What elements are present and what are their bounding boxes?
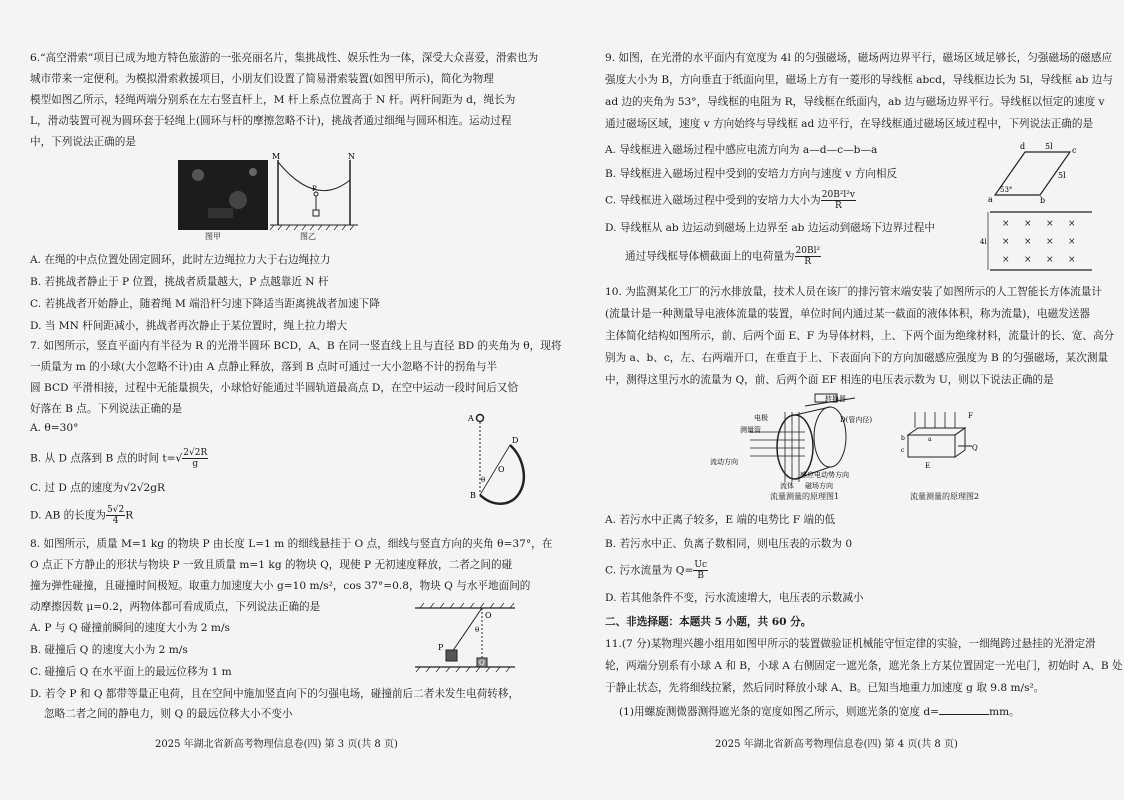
- q8-line-1: 8. 如图所示，质量 M=1 kg 的物块 P 由长度 L=1 m 的细线悬挂于 O 点，细线与竖直方向的夹角 θ=37°，在: [30, 538, 553, 550]
- q11-line-3: 于静止状态，先将细线拉紧，然后同时释放小球 A、B。已知当地重力加速度 g 取 9.8 m/s²。: [605, 682, 1045, 694]
- q7d-den: 4: [112, 516, 119, 526]
- q10-option-c-text: C. 污水流量为 Q=: [605, 564, 694, 577]
- q10-line-4: 别为 a、b、c，左、右两端开口，在垂直于上、下表面向下的方向加磁感应强度为 B 的匀强磁场，某次测量: [605, 352, 1109, 364]
- q9-field-crosses: [1002, 219, 1076, 265]
- svg-text:×: ×: [1002, 255, 1010, 265]
- page-4: [605, 0, 1123, 800]
- q9-label-53: 53°: [1000, 186, 1013, 194]
- q7-option-a: A. θ=30°: [30, 422, 79, 434]
- q7-option-c: [30, 478, 165, 498]
- q10-label-b: b: [901, 435, 905, 442]
- svg-text:×: ×: [1046, 237, 1054, 247]
- q7-option-d-text: D. AB 的长度为: [30, 509, 107, 522]
- q10-option-b: B. 若污水中正、负离子数相同，则电压表的示数为 0: [605, 538, 853, 550]
- q7-option-c-text: C. 过 D 点的速度为: [30, 482, 124, 494]
- q9-label-c: c: [1072, 146, 1077, 155]
- q6-line-4: L，滑动装置可视为圆环套于轻绳上(圆环与杆的摩擦忽略不计)，挑战者通过细绳与圆环相连。运动过程: [30, 115, 512, 127]
- q9c-fraction: [821, 190, 856, 211]
- q8-option-a: A. P 与 Q 碰撞前瞬间的速度大小为 2 m/s: [30, 622, 230, 634]
- q7d-fraction: [106, 505, 125, 526]
- q9-label-b: b: [1040, 196, 1046, 205]
- q10-label-F: F: [968, 412, 973, 420]
- q10-label-electrode: 电极: [754, 414, 768, 422]
- q11-unit: mm。: [989, 706, 1020, 718]
- q9-option-d-text: 通过导线框导体横截面上的电荷量为: [625, 250, 795, 263]
- q6-line-1: 6.“高空滑索”项目已成为地方特色旅游的一张亮丽名片，集挑战性、娱乐性为一体，深受大众喜爱，滑索也为: [30, 52, 539, 64]
- q9c-num: 20B²l²v: [821, 190, 855, 200]
- q9-option-d-1: D. 导线框从 ab 边运动到磁场上边界至 ab 边运动到磁场下边界过程中: [605, 222, 935, 234]
- q10-label-flowdir: 流动方向: [710, 458, 738, 466]
- q7-label-O: O: [498, 465, 505, 474]
- q10-option-c: [605, 560, 708, 581]
- q11-line-1: 11.(7 分)某物理兴趣小组用如图甲所示的装置做验证机械能守恒定律的实验，一细绳跨过悬挂的光滑定滑: [605, 638, 1096, 650]
- q8-option-c: C. 碰撞后 Q 在水平面上的最远位移为 1 m: [30, 666, 232, 678]
- q10-option-a: A. 若污水中正离子较多，E 端的电势比 F 端的低: [605, 514, 836, 526]
- q10-option-d: D. 若其他条件不变，污水流速增大，电压表的示数减小: [605, 592, 864, 604]
- q10c-fraction: [693, 560, 708, 581]
- svg-text:×: ×: [1002, 219, 1010, 229]
- q7d-num: 5√2: [107, 505, 125, 515]
- q10-diagram-2: [900, 410, 980, 475]
- q8-label-Q: Q: [479, 659, 485, 667]
- q10-label-c: c: [901, 447, 905, 454]
- svg-text:×: ×: [1046, 219, 1054, 229]
- svg-text:×: ×: [1024, 237, 1032, 247]
- q8-line-3: 撞为弹性碰撞，且碰撞时间极短。取重力加速度大小 g=10 m/s²，cos 37°=0.8，物块 Q 与水平地面间的: [30, 580, 531, 592]
- q7-label-A: A: [468, 414, 474, 423]
- q6-fig-b-caption: 图乙: [300, 232, 316, 241]
- q7-line-4: 好落在 B 点。下列说法正确的是: [30, 403, 183, 415]
- q6-option-d: D. 当 MN 杆间距减小，挑战者再次静止于某位置时，绳上拉力增大: [30, 320, 348, 332]
- q8-option-d-1: D. 若令 P 和 Q 都带等量正电荷，且在空间中施加竖直向下的匀强电场，碰撞前后二者未发生电荷转移，: [30, 688, 520, 700]
- q8-label-O: O: [485, 611, 492, 620]
- q10-label-E: E: [925, 462, 931, 470]
- q6-option-b: B. 若挑战者静止于 P 位置，挑战者质量越大，P 点越靠近 N 杆: [30, 276, 329, 288]
- q10-fig-2-caption: 流量测量的原理图2: [910, 492, 980, 501]
- section-2-heading: 二、非选择题：本题共 5 小题，共 60 分。: [605, 616, 812, 628]
- page-4-footer: 2025 年湖北省新高考物理信息卷(四) 第 4 页(共 8 页): [715, 739, 958, 750]
- q11-line-2: 轮，两端分别系有小球 A 和 B，小球 A 右侧固定一遮光条，遮光条上方某位置固定一光电门，初始时 A、B 处: [605, 660, 1123, 672]
- q10-label-field: 磁场方向: [805, 482, 833, 490]
- q10-label-a: a: [928, 436, 932, 443]
- q10-label-Q: Q: [972, 444, 978, 452]
- q10c-num: Uc: [694, 560, 708, 570]
- q9-line-4: 通过磁场区域，速度 v 方向始终与导线框 ad 边平行，在导线框通过磁场区域过程中，下列说法正确的是: [605, 118, 1094, 130]
- q6-label-M: M: [272, 152, 281, 161]
- q9-label-4l: 4l: [980, 238, 987, 246]
- q9-label-d: d: [1020, 142, 1026, 151]
- q6-line-3: 模型如图乙所示，轻绳两端分别系在左右竖直杆上，M 杆上系点位置高于 N 杆。两杆间距为 d，绳长为: [30, 94, 516, 106]
- q7-option-b: B. 从 D 点落到 B 点的时间 t=√ $\frac{2√2R}{g}$: [30, 448, 208, 469]
- svg-text:×: ×: [1046, 255, 1054, 265]
- q9d-fraction: [795, 246, 822, 267]
- q7-option-b-text: B. 从 D 点落到 B 点的时间 t=: [30, 452, 176, 465]
- q9-option-a: A. 导线框进入磁场过程中感应电流方向为 a—d—c—b—a: [605, 144, 878, 156]
- q6-line-5: 中，下列说法正确的是: [30, 136, 136, 148]
- q7-line-1: 7. 如图所示，竖直平面内有半径为 R 的光滑半圆环 BCD，A、B 在同一竖直线上且与直径 BD 的夹角为 θ，现将: [30, 340, 562, 352]
- svg-text:×: ×: [1024, 255, 1032, 265]
- q6-option-a: A. 在绳的中点位置处固定圆环，此时左边绳拉力大于右边绳拉力: [30, 254, 331, 266]
- q9-option-c-text: C. 导线框进入磁场过程中受到的安培力大小为: [605, 194, 821, 207]
- q7-line-2: 一质量为 m 的小球(大小忽略不计)由 A 点静止释放，落到 B 点时可通过一大小忽略不计的拐角与半: [30, 361, 498, 373]
- answer-blank: [939, 704, 989, 715]
- q9-option-b: B. 导线框进入磁场过程中受到的安培力方向与速度 v 方向相反: [605, 168, 898, 180]
- q9-label-5l-right: 5l: [1058, 171, 1066, 180]
- q6-photo-image: [178, 160, 268, 230]
- svg-text:×: ×: [1068, 255, 1076, 265]
- q10-line-3: 主体简化结构如图所示，前、后两个面 E、F 为导体材料，上、下两个面为绝缘材料，流量计的长、宽、高分: [605, 330, 1115, 342]
- q8-line-2: O 点正下方静止的形状与物块 P 一致且质量 m=1 kg 的物块 Q，现使 P 无初速度释放，二者之间的碰: [30, 559, 513, 571]
- q9-option-d-2: [625, 246, 821, 267]
- q7-label-D: D: [512, 436, 519, 445]
- q9-diagram: [980, 140, 1095, 275]
- q7-label-B: B: [470, 491, 476, 500]
- q10-line-1: 10. 为监测某化工厂的污水排放量，技术人员在该厂的排污管末端安装了如图所示的人工智能长方体流量计: [605, 286, 1102, 298]
- q7b-num: 2√2R: [183, 448, 208, 458]
- q9d-den: R: [804, 257, 812, 267]
- q8-label-P: P: [438, 643, 444, 652]
- q10-diagram-1: [710, 392, 890, 502]
- q6-label-N: N: [348, 152, 355, 161]
- q7b-den: g: [192, 459, 199, 469]
- q9c-den: R: [834, 201, 842, 211]
- q9-line-3: ad 边的夹角为 53°，导线框的电阻为 R，导线框在纸面内，ab 边与磁场边界平行。导线框以恒定的速度 v: [605, 96, 1105, 108]
- q10-label-converter: 转换器: [825, 395, 846, 403]
- svg-text:×: ×: [1068, 237, 1076, 247]
- q7d-tail: R: [125, 509, 134, 522]
- q7-line-3: 圆 BCD 平滑相接，过程中无能量损失，小球恰好能通过半圆轨道最高点 D，在空中运动一段时间后又恰: [30, 382, 519, 394]
- q7-option-d: [30, 505, 133, 526]
- q10-label-fluid: 流体: [780, 482, 794, 490]
- q6-line-2: 城市带来一定便利。为模拟滑索救援项目，小朋友们设置了简易滑索装置(如图甲所示)，简化为物理: [30, 73, 494, 85]
- q7b-fraction: [182, 448, 208, 469]
- q10c-den: B: [697, 571, 704, 581]
- page-3: [30, 0, 562, 800]
- q6-diagram: [268, 150, 358, 235]
- q9-label-a: a: [988, 195, 993, 204]
- photo-texture: [178, 160, 268, 230]
- q6-label-P: P: [312, 185, 317, 193]
- svg-text:×: ×: [1068, 219, 1076, 229]
- q10-line-2: (流量计是一种测量导电液体流量的装置，单位时间内通过某一截面的液体体积，称为流量)，电磁发送器: [605, 308, 1090, 320]
- q8-line-4: 动摩擦因数 μ=0.2，两物体都可看成质点，下列说法正确的是: [30, 601, 321, 613]
- q11-line-4: [619, 702, 1020, 722]
- q11-question-1-text: (1)用螺旋测微器测得遮光条的宽度如图乙所示，则遮光条的宽度 d=: [619, 706, 940, 718]
- q10-line-5: 中，测得这里污水的流量为 Q，前、后两个面 EF 相连的电压表示数为 U，则以下说法正确的是: [605, 374, 1054, 386]
- svg-text:×: ×: [1002, 237, 1010, 247]
- q10-label-emf: 感应电动势方向: [800, 471, 849, 479]
- q7-diagram: [440, 410, 540, 505]
- q10-label-D: D(管内径): [840, 416, 873, 424]
- q8-option-b: B. 碰撞后 Q 的速度大小为 2 m/s: [30, 644, 188, 656]
- q6-option-c: C. 若挑战者开始静止，随着绳 M 端沿杆匀速下降适当距离挑战者加速下降: [30, 298, 380, 310]
- page-3-footer: 2025 年湖北省新高考物理信息卷(四) 第 3 页(共 8 页): [155, 739, 398, 750]
- q10-fig-1-caption: 流量测量的原理图1: [770, 492, 840, 501]
- q9-line-2: 强度大小为 B，方向垂直于纸面向里，磁场上方有一菱形的导线框 abcd，导线框边长为 5l，导线框 ab 边与: [605, 74, 1113, 86]
- q9-line-1: 9. 如图，在光滑的水平面内有宽度为 4l 的匀强磁场，磁场两边界平行，磁场区域足够长，匀强磁场的磁感应: [605, 52, 1113, 64]
- q9-option-c: [605, 190, 856, 211]
- svg-text:×: ×: [1024, 219, 1032, 229]
- q8-option-d-2: 忽略二者之间的静电力，则 Q 的最远位移大小不变小: [44, 708, 293, 720]
- q7c-value: √2√2gR: [123, 482, 166, 494]
- q9-label-5l-top: 5l: [1045, 142, 1053, 151]
- q9d-num: 20Bl²: [795, 246, 821, 256]
- q10-label-tube: 测量管: [740, 426, 761, 434]
- q8-label-theta: θ: [475, 626, 480, 634]
- q6-fig-a-caption: 图甲: [205, 232, 221, 241]
- q7-label-theta: θ: [481, 476, 486, 484]
- q8-diagram: [410, 600, 520, 680]
